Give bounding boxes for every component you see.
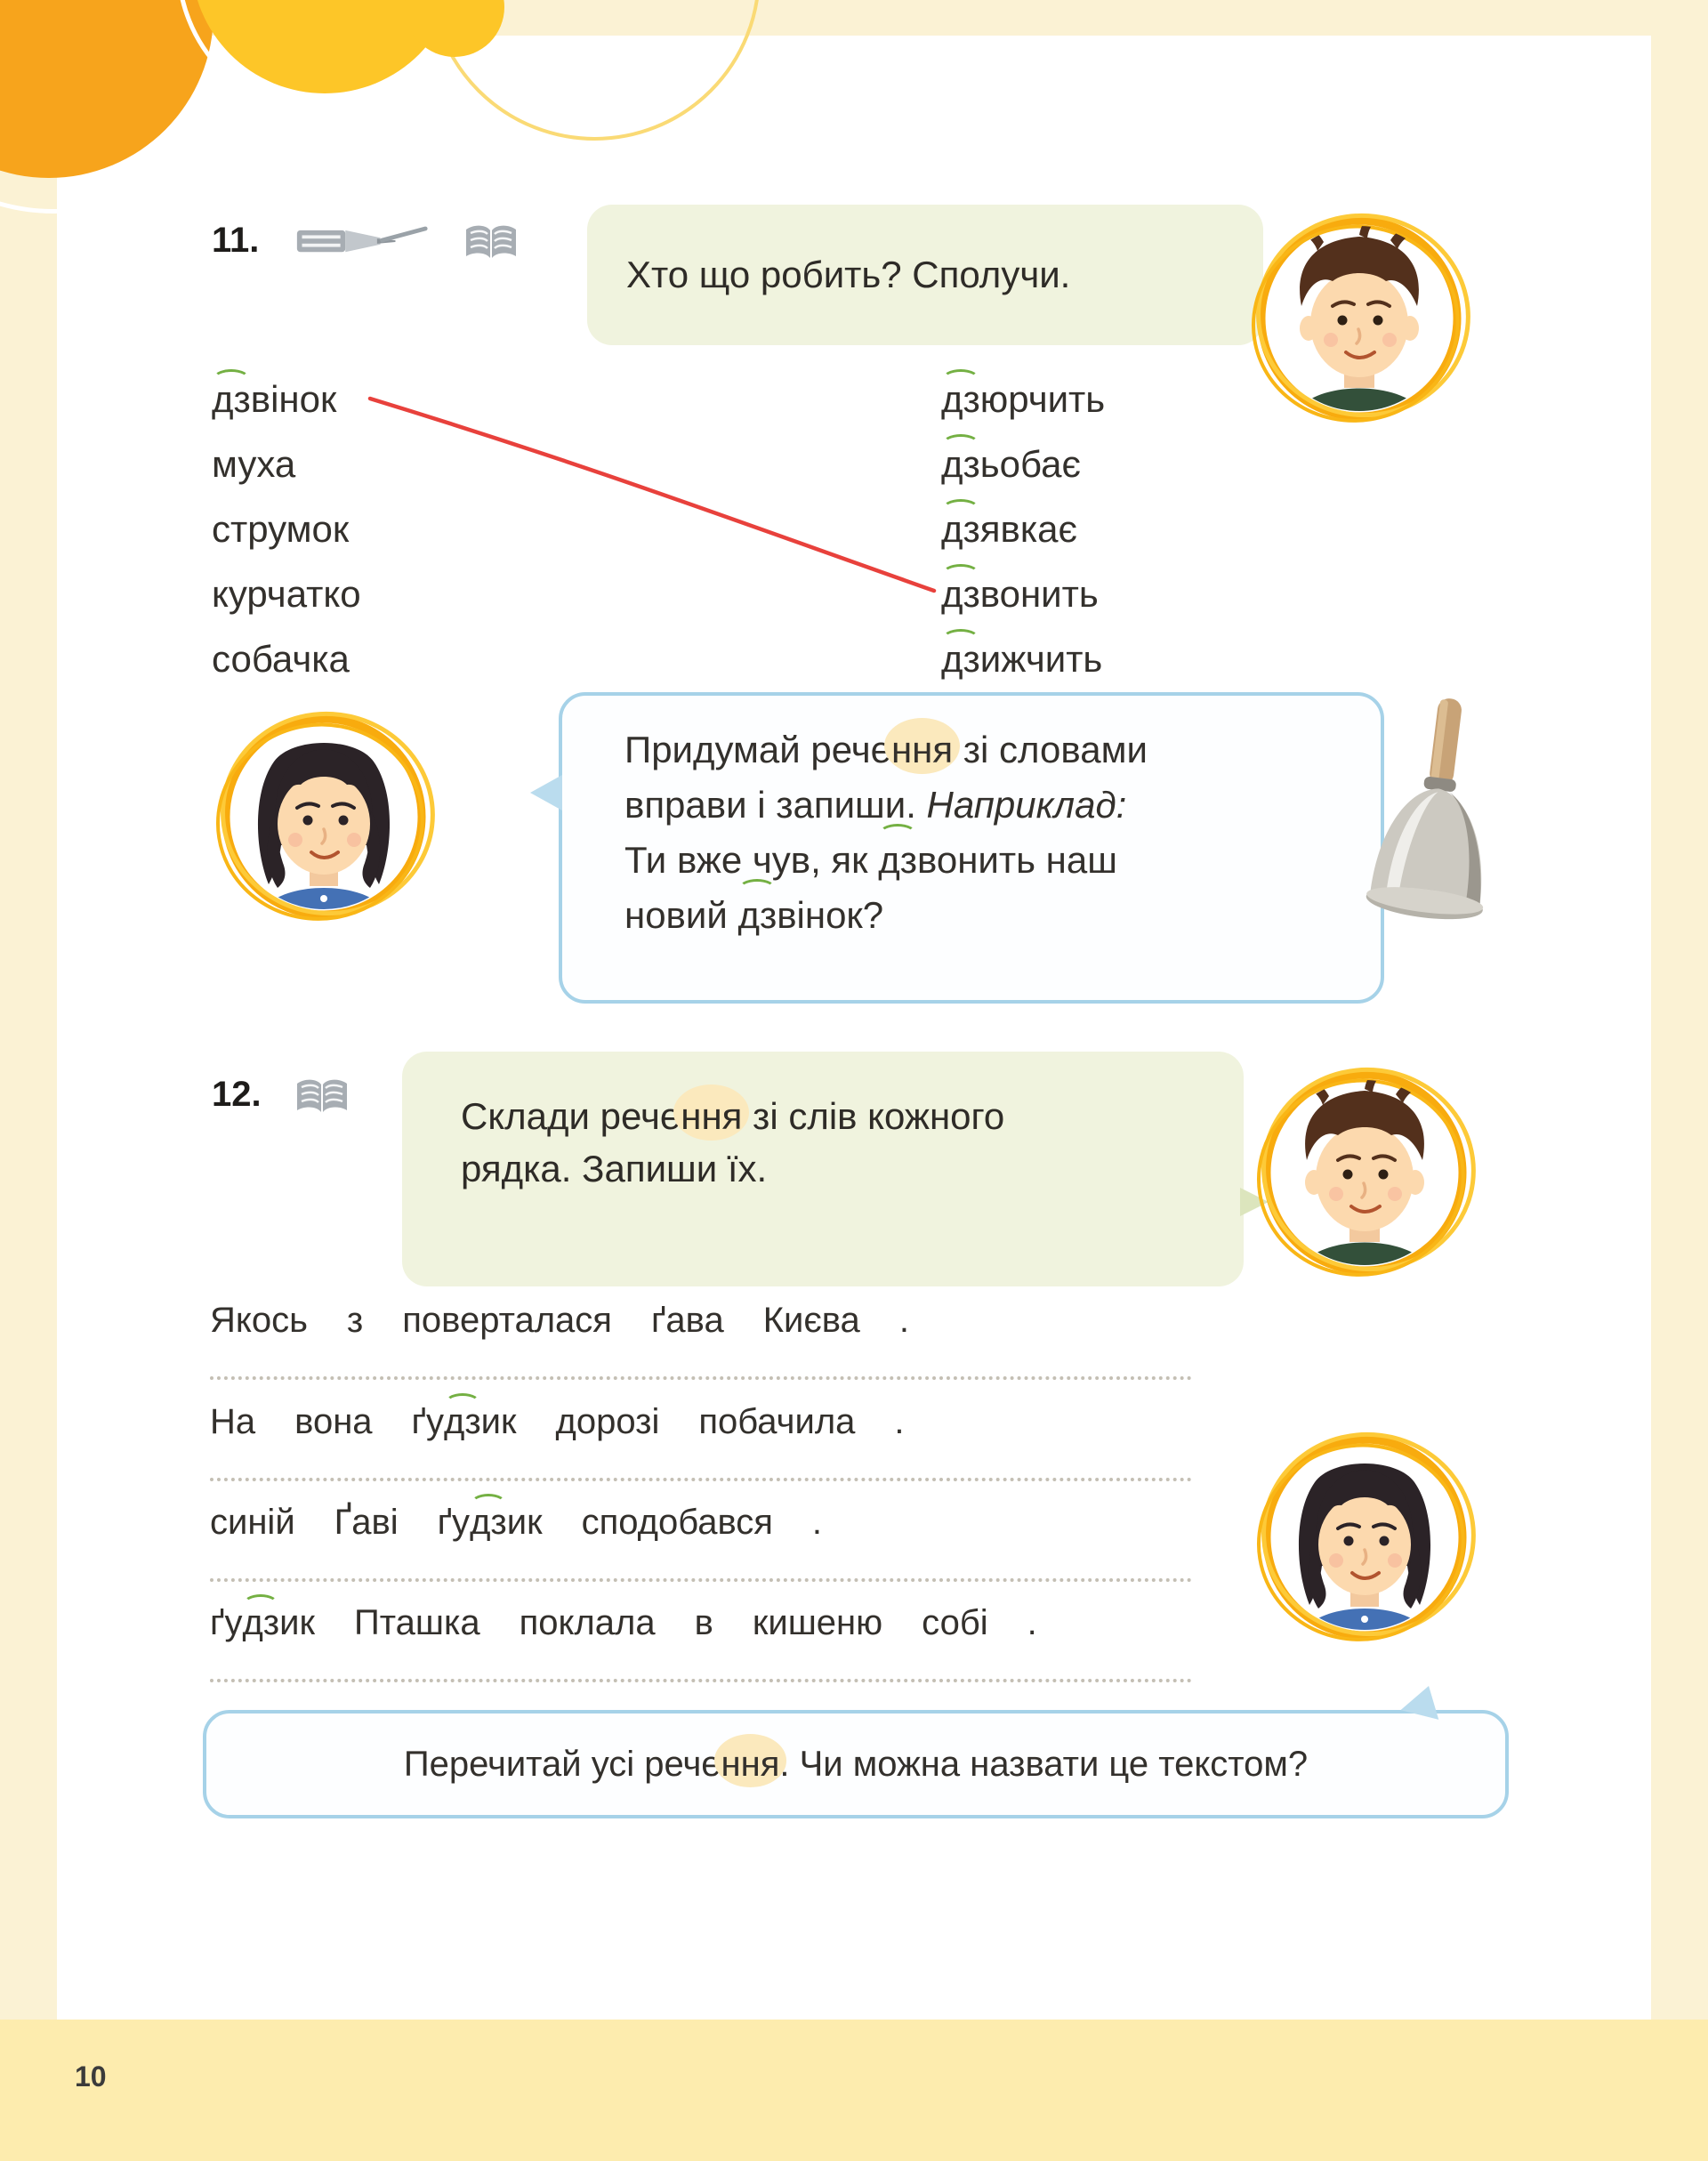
writing-line — [210, 1478, 1192, 1481]
word-text: вонить — [979, 572, 1099, 615]
word-text: синій — [210, 1503, 295, 1542]
word-text: Пташка — [353, 1603, 480, 1642]
match-word-left[interactable] — [212, 367, 361, 431]
exercise-12-number: 12. — [212, 1075, 262, 1114]
word-text: сподобався — [581, 1503, 773, 1542]
word-token[interactable] — [695, 1603, 713, 1643]
exercise-11-prompt-bubble — [587, 205, 1263, 345]
word-token[interactable] — [354, 1603, 480, 1643]
bubble-text: Ти вже чув, як — [624, 839, 879, 881]
word-text: Києва — [762, 1301, 860, 1340]
word-text: На — [210, 1402, 256, 1441]
ex11-right-column — [941, 367, 1105, 691]
word-token[interactable] — [556, 1402, 660, 1442]
word-text: собачка — [212, 637, 350, 680]
ex11-left-column — [212, 367, 361, 691]
dz-arc: дз — [941, 572, 980, 615]
word-token[interactable] — [210, 1503, 295, 1543]
pencil-icon — [295, 221, 429, 262]
match-word-left[interactable] — [212, 496, 361, 561]
word-text: ик — [506, 1503, 543, 1542]
word-token[interactable] — [210, 1603, 315, 1643]
bubble-tail — [530, 775, 562, 810]
word-text: побачила — [698, 1402, 856, 1441]
exercise-12-prompt-bubble — [402, 1052, 1244, 1286]
dz-arc: дз — [941, 442, 980, 485]
boy-avatar — [1244, 1052, 1486, 1294]
word-text: Ґаві — [334, 1503, 399, 1542]
word-text: . — [894, 1402, 905, 1441]
page-number: 10 — [75, 2060, 107, 2092]
word-token[interactable] — [651, 1301, 724, 1341]
word-token[interactable] — [402, 1301, 612, 1341]
bell-illustration — [1345, 692, 1523, 950]
prompt-text-highlight: ння — [681, 1095, 743, 1137]
dz-arc: дз — [941, 637, 980, 680]
prompt-text: рядка. Запиши їх. — [461, 1147, 768, 1189]
dz-arc: дз — [737, 888, 777, 943]
match-word-left[interactable] — [212, 431, 361, 496]
writing-line — [210, 1376, 1192, 1380]
bubble-text-italic: Наприклад: — [926, 784, 1127, 826]
dz-arc: дз — [878, 833, 917, 888]
word-token[interactable] — [210, 1402, 255, 1442]
word-text: ґу — [411, 1402, 444, 1441]
sentence-row — [210, 1603, 1037, 1643]
bubble-text-highlight: ння — [890, 729, 954, 770]
bubble-text: вінок? — [777, 894, 884, 936]
match-word-right[interactable] — [941, 561, 1105, 626]
word-token[interactable] — [1027, 1603, 1037, 1643]
dz-arc: дз — [941, 507, 980, 550]
word-text: собі — [922, 1603, 988, 1642]
girl-avatar — [203, 696, 445, 938]
word-text: ґу — [210, 1603, 243, 1642]
word-token[interactable] — [763, 1301, 860, 1341]
word-token[interactable] — [210, 1301, 308, 1341]
match-word-right[interactable] — [941, 431, 1105, 496]
dz-arc: дз — [242, 1603, 280, 1642]
word-token[interactable] — [334, 1503, 399, 1543]
exercise-11-number: 11. — [212, 221, 260, 260]
book-icon — [294, 1076, 350, 1117]
word-text: ґу — [437, 1503, 471, 1542]
word-token[interactable] — [347, 1301, 363, 1341]
match-word-right[interactable] — [941, 626, 1105, 691]
word-text: ик — [279, 1603, 315, 1642]
word-token[interactable] — [412, 1402, 517, 1442]
dz-arc: дз — [443, 1402, 481, 1441]
word-text: курчатко — [212, 572, 361, 615]
word-text: Якось — [210, 1301, 308, 1340]
prompt-text: зі слів кожного — [742, 1095, 1005, 1137]
word-text: ик — [480, 1402, 517, 1441]
dz-arc: дз — [941, 377, 980, 420]
sentence-row — [210, 1402, 905, 1442]
book-icon — [463, 222, 520, 263]
word-text: ґава — [650, 1301, 724, 1340]
writing-line — [210, 1679, 1192, 1682]
word-text: юрчить — [979, 377, 1106, 420]
word-text: . — [1027, 1603, 1037, 1642]
word-text: ижчить — [979, 637, 1103, 680]
word-token[interactable] — [294, 1402, 372, 1442]
bubble-text-highlight: ння — [721, 1744, 780, 1784]
bubble-text: Перечитай усі рече — [403, 1744, 721, 1784]
word-text: . — [898, 1301, 909, 1340]
prompt-text: Хто що робить? Сполучи. — [626, 253, 1071, 295]
word-text: поклала — [519, 1603, 656, 1642]
match-word-right[interactable] — [941, 367, 1105, 431]
bubble-text: Придумай рече — [624, 729, 891, 770]
bottom-band — [0, 2020, 1708, 2161]
word-token[interactable] — [438, 1503, 543, 1543]
word-text: вінок — [250, 377, 337, 420]
writing-line — [210, 1578, 1192, 1582]
word-text: муха — [212, 442, 296, 485]
word-text: дорозі — [555, 1402, 660, 1441]
word-text: в — [694, 1603, 713, 1642]
bubble-text: вонить наш — [917, 839, 1117, 881]
word-text: кишеню — [752, 1603, 883, 1642]
sentence-row — [210, 1301, 909, 1341]
word-token[interactable] — [899, 1301, 909, 1341]
sentence-row — [210, 1503, 822, 1543]
dz-arc: дз — [470, 1503, 507, 1542]
bubble-text: . Чи можна назвати це текстом? — [779, 1744, 1309, 1784]
footer-question-bubble — [203, 1710, 1509, 1818]
word-text: явкає — [979, 507, 1077, 550]
word-token[interactable] — [753, 1603, 882, 1643]
word-token[interactable] — [520, 1603, 656, 1643]
boy-avatar — [1238, 198, 1480, 439]
bubble-text: вправи і запиши. — [624, 784, 927, 826]
match-word-left[interactable] — [212, 561, 361, 626]
word-text: струмок — [212, 507, 350, 550]
girl-avatar — [1244, 1416, 1486, 1658]
girl-speech-bubble — [559, 692, 1384, 1004]
word-token[interactable] — [894, 1402, 904, 1442]
word-text: вона — [294, 1402, 373, 1441]
word-token[interactable] — [812, 1503, 822, 1543]
bubble-text: зі словами — [953, 729, 1148, 770]
match-word-left[interactable] — [212, 626, 361, 691]
word-token[interactable] — [582, 1503, 773, 1543]
word-token[interactable] — [922, 1603, 988, 1643]
prompt-text: Склади рече — [461, 1095, 681, 1137]
dz-arc: дз — [212, 377, 251, 420]
bubble-text: новий — [624, 894, 738, 936]
match-word-right[interactable] — [941, 496, 1105, 561]
word-text: з — [346, 1301, 364, 1340]
word-text: поверталася — [402, 1301, 612, 1340]
word-token[interactable] — [698, 1402, 855, 1442]
word-text: ьобає — [979, 442, 1081, 485]
word-text: . — [811, 1503, 823, 1542]
